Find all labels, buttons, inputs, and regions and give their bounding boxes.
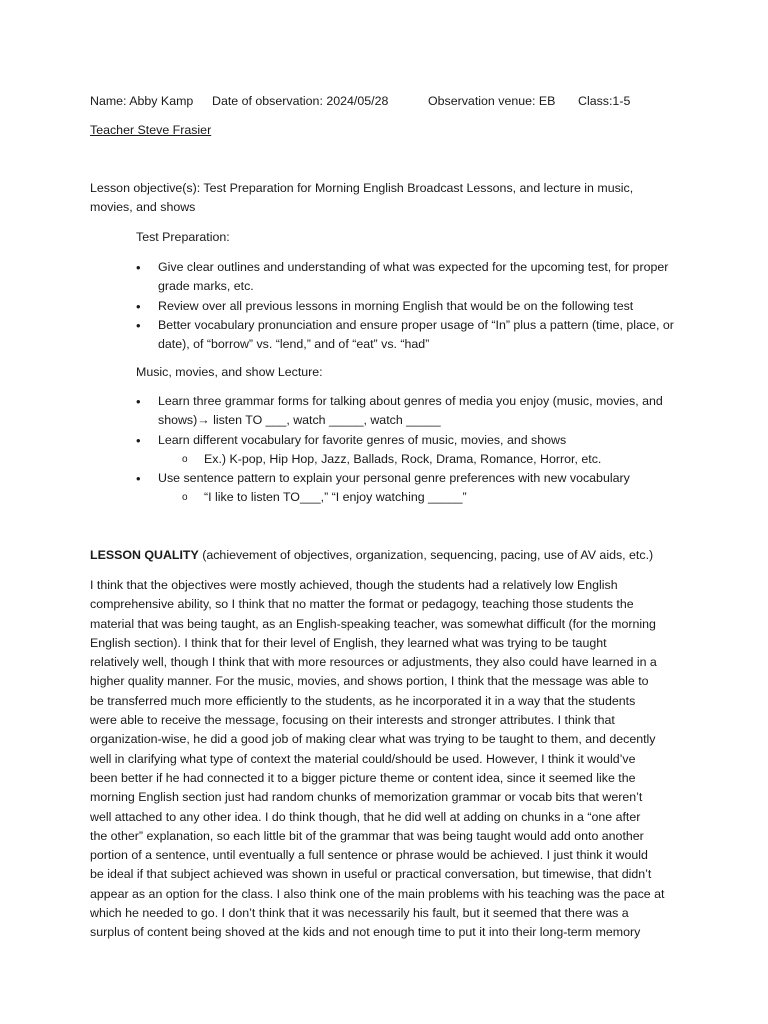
paragraph-line: well attached to any other idea. I do think though, that he did well at adding on chunks in a “one after	[90, 809, 641, 824]
paragraph-line: relatively well, though I think that with more resources or adjustments, they also could have learned in a	[90, 655, 657, 670]
paragraph-line: be ideal if that subject achieved was shown in useful or practical conversation, but timewise, that didn’t	[90, 867, 652, 882]
paragraph-line: were able to receive the message, focusing on their interests and stronger attributes. I think that	[90, 713, 615, 728]
bullet-icon: •	[136, 317, 141, 333]
paragraph-line: comprehensive ability, so I think that no matter the format or pedagogy, teaching those students the	[90, 597, 634, 612]
test-prep-title: Test Preparation:	[136, 230, 230, 244]
list-item	[136, 392, 686, 431]
list-item-text: Give clear outlines and understanding of what was expected for the upcoming test, for proper grade marks, etc.	[158, 260, 669, 294]
test-prep-list	[136, 258, 686, 354]
bullet-icon: •	[136, 298, 141, 314]
lesson-quality-label: LESSON QUALITY	[90, 548, 199, 562]
paragraph-line: which he needed to go. I don’t think that it was necessarily his fault, but it seemed that there was a	[90, 906, 629, 921]
lesson-objective: Lesson objective(s): Test Preparation for Morning English Broadcast Lessons, and lecture in music, movies, and shows	[90, 181, 634, 215]
observer-name: Name: Abby Kamp	[90, 94, 194, 108]
sub-list	[158, 450, 686, 469]
sub-list	[158, 488, 686, 507]
sub-list-item	[182, 488, 686, 507]
teacher-name: Teacher Steve Frasier	[90, 123, 212, 137]
bullet-icon: •	[136, 260, 141, 275]
bullet-icon: •	[136, 394, 141, 409]
paragraph-line: English section). I think that for their level of English, they learned what was trying to be taught	[90, 635, 607, 650]
paragraph-line: surplus of content being shoved at the kids and not enough time to put it into their long-term memory	[90, 925, 641, 940]
observation-venue: Observation venue: EB	[428, 94, 556, 108]
list-item-text: Learn three grammar forms for talking about genres of media you enjoy (music, movies, and shows)→ listen TO ___, watch _____, watch _____	[158, 394, 663, 428]
paragraph-line: portion of a sentence, until eventually a full sentence or phrase would be achieved. I just think it would	[90, 848, 648, 863]
paragraph-line: organization-wise, he did a good job of making clear what was trying to be taught to them, and decently	[90, 732, 656, 747]
sub-list-item-text: Ex.) K-pop, Hip Hop, Jazz, Ballads, Rock, Drama, Romance, Horror, etc.	[204, 451, 602, 466]
music-lecture-list	[136, 392, 686, 508]
music-lecture-title: Music, movies, and show Lecture:	[136, 365, 323, 379]
lesson-quality-heading	[90, 546, 653, 565]
paragraph-line: the other” explanation, so each little bit of the grammar that was being taught would add onto another	[90, 828, 644, 843]
lesson-quality-criteria: (achievement of objectives, organization, sequencing, pacing, use of AV aids, etc.)	[198, 548, 654, 562]
list-item	[136, 469, 686, 508]
list-item-text: Review over all previous lessons in morning English that would be on the following test	[158, 298, 634, 313]
circle-bullet-icon: o	[182, 492, 188, 504]
paragraph-line: morning English section just had random chunks of memorization grammar or vocab bits that weren’t	[90, 790, 643, 805]
observation-date: Date of observation: 2024/05/28	[212, 94, 389, 108]
list-item-text: Learn different vocabulary for favorite genres of music, movies, and shows	[158, 432, 567, 447]
sub-list-item-text: “I like to listen TO___,” “I enjoy watching _____”	[204, 490, 467, 505]
lesson-quality-paragraph	[90, 576, 682, 943]
paragraph-line: well in clarifying what type of context the material could/should be used. However, I think it would’ve	[90, 751, 636, 766]
sub-list-item	[182, 450, 686, 469]
paragraph-line: material that was being taught, as an English-speaking teacher, was somewhat difficult (for the morning	[90, 616, 656, 631]
paragraph-line: I think that the objectives were mostly achieved, though the students had a relatively low English	[90, 578, 618, 592]
paragraph-line: be transferred much more efficiently to the students, as he incorporated it in a way that the students	[90, 693, 636, 708]
list-item	[136, 431, 686, 470]
list-item	[136, 297, 686, 316]
paragraph-line: appear as an option for the class. I also think one of the main problems with his teaching was the pace at	[90, 886, 665, 901]
list-item-text: Use sentence pattern to explain your personal genre preferences with new vocabulary	[158, 471, 630, 486]
list-item	[136, 316, 686, 355]
circle-bullet-icon: o	[182, 453, 188, 465]
class-number: Class:1-5	[578, 94, 631, 108]
paragraph-line: higher quality manner. For the music, movies, and shows portion, I think that the message was able to	[90, 674, 649, 689]
list-item	[136, 258, 686, 297]
bullet-icon: •	[136, 432, 141, 448]
bullet-icon: •	[136, 471, 141, 487]
list-item-text: Better vocabulary pronunciation and ensure proper usage of “In” plus a pattern (time, place, or date), of “borrow” vs. “lend,” and of “eat” vs. “had”	[158, 317, 674, 352]
paragraph-line: been better if he had connected it to a bigger picture theme or content idea, since it seemed like the	[90, 770, 636, 785]
